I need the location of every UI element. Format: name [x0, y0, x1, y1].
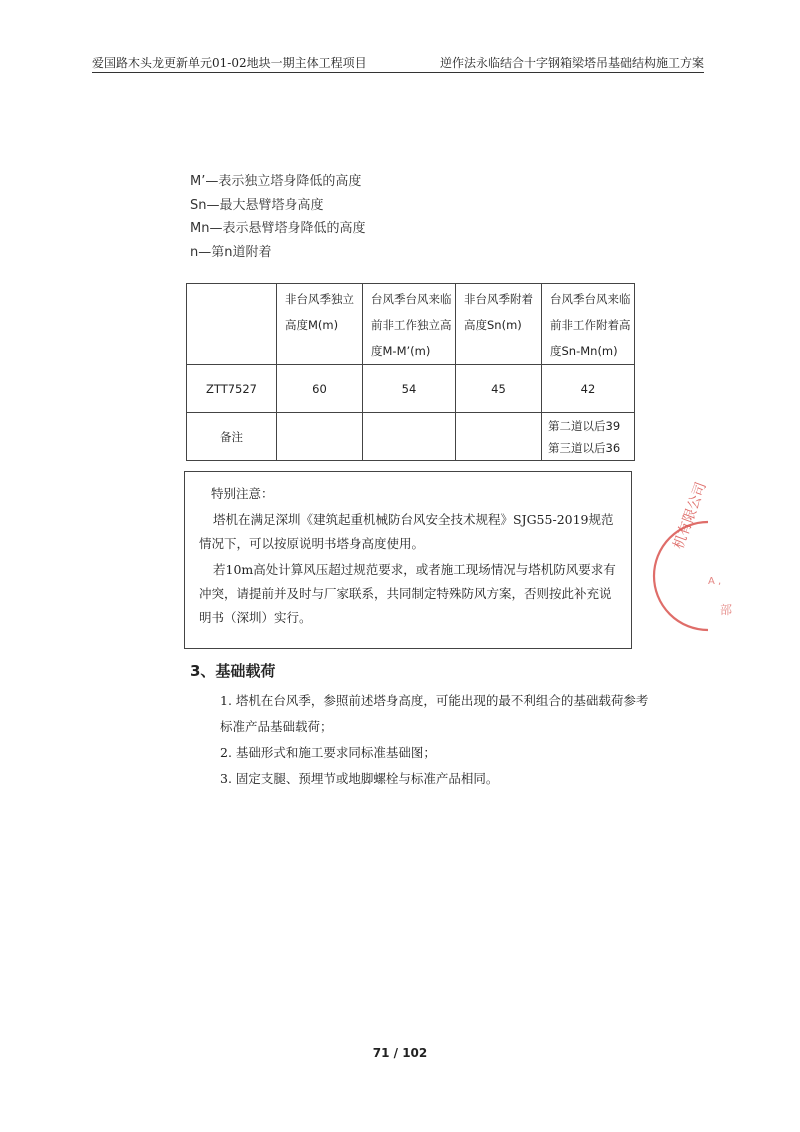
svg-text:机有限公司: 机有限公司 — [670, 480, 710, 552]
page-number: 71 / 102 — [372, 1046, 428, 1060]
svg-text:部: 部 — [720, 603, 733, 617]
definitions-list — [190, 170, 365, 264]
table-header-cell: 非台风季附着高度Sn(m) — [456, 284, 542, 365]
table-cell: 60 — [277, 365, 363, 413]
header-document-title: 逆作法永临结合十字钢箱梁塔吊基础结构施工方案 — [439, 56, 704, 70]
table-cell-notes — [542, 413, 635, 461]
table-cell: 54 — [363, 365, 456, 413]
section-item: 3. 固定支腿、预埋节或地脚螺栓与标准产品相同。 — [220, 771, 499, 786]
section-body — [190, 688, 660, 792]
table-header-cell — [187, 284, 277, 365]
svg-text:A ,: A , — [708, 576, 722, 587]
table-cell — [456, 413, 542, 461]
page-header — [92, 54, 704, 73]
header-project-name: 爱国路木头龙更新单元01-02地块一期主体工程项目 — [92, 56, 367, 70]
section-item: 1. 塔机在台风季，参照前述塔身高度，可能出现的最不利组合的基础载荷参考标准产品基础载荷； — [220, 693, 649, 734]
note-line: 第二道以后39 — [548, 418, 621, 433]
table-header-cell: 非台风季独立高度M(m) — [277, 284, 363, 365]
table-cell: 42 — [542, 365, 635, 413]
notice-title: 特别注意： — [211, 486, 274, 501]
table-cell — [363, 413, 456, 461]
table-cell — [277, 413, 363, 461]
notice-paragraph: 塔机在满足深圳《建筑起重机械防台风安全技术规程》SJG55-2019规范情况下，可以按原说明书塔身高度使用。 — [199, 512, 614, 551]
table-row — [187, 413, 635, 461]
note-line: 第三道以后36 — [548, 440, 621, 455]
table-row — [187, 365, 635, 413]
definition-item: n—第n道附着 — [190, 244, 272, 260]
section-item: 2. 基础形式和施工要求同标准基础图； — [220, 745, 436, 760]
definition-item: Sn—最大悬臂塔身高度 — [190, 197, 324, 213]
table-cell: 45 — [456, 365, 542, 413]
section-title: 3、基础载荷 — [190, 662, 276, 680]
table-header-cell: 台风季台风来临前非工作独立高度M-M’(m) — [363, 284, 456, 365]
table-header-row — [187, 284, 635, 365]
special-notice-box — [184, 471, 632, 649]
table-cell-note-label: 备注 — [187, 413, 277, 461]
notice-paragraph: 若10m高处计算风压超过规范要求，或者施工现场情况与塔机防风要求有冲突，请提前并及时与厂家联系，共同制定特殊防风方案，否则按此补充说明书（深圳）实行。 — [199, 562, 616, 625]
definition-item: M’—表示独立塔身降低的高度 — [190, 174, 362, 189]
table-cell-model: ZTT7527 — [187, 365, 277, 413]
seal-icon — [668, 480, 746, 636]
table-header-cell: 台风季台风来临前非工作附着高度Sn-Mn(m) — [542, 284, 635, 365]
company-seal — [668, 480, 746, 636]
definition-item: Mn—表示悬臂塔身降低的高度 — [190, 221, 366, 236]
tower-height-table — [186, 283, 635, 461]
